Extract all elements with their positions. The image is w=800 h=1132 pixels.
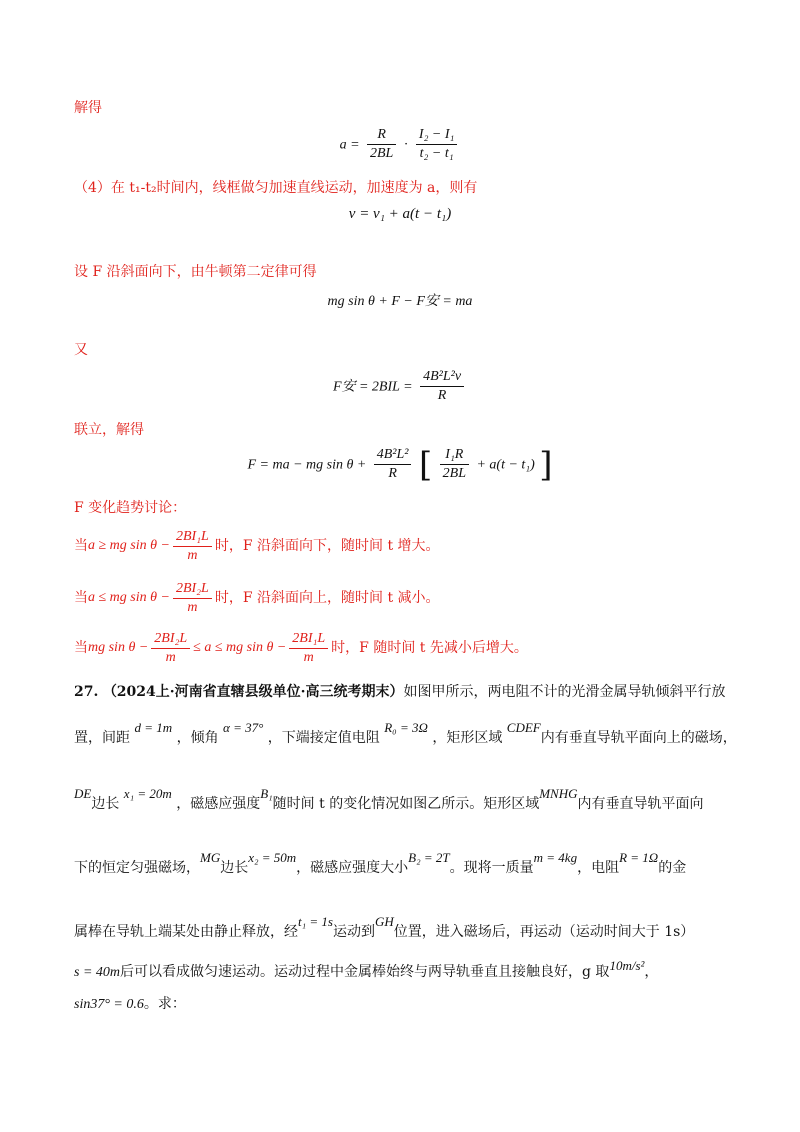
fraction-current-time: $\frac{\text{I₂ − I₁}}{\text{t₂ − t₁}}$ — [416, 126, 458, 163]
problem-27-line-7: sin37° = 0.6。求： — [74, 996, 186, 1012]
problem-source: （2024上·河南省直辖县级单位·高三统考期末） — [102, 684, 404, 700]
also-label: 又 — [74, 342, 88, 358]
problem-27-line-6: s = 40m后可以看成做匀速运动。运动过程中金属棒始终与两导轨垂直且接触良好，g 取10m/s²， — [74, 958, 659, 980]
problem-27-line-4: 下的恒定匀强磁场，MG边长x₂ = 50m，磁感应强度大小B₂ = 2T。现将一质量m = 4kg，电阻R = 1Ω的金 — [74, 850, 687, 876]
trend-case-2: 当 a ≤ mg sin θ − $\frac{\text{2BI₂L}}{m}$ 时，F 沿斜面向上，随时间 t 减小。 — [74, 580, 440, 615]
part4-statement: （4）在 t₁-t₂时间内，线框做匀加速直线运动，加速度为 a，则有 — [74, 180, 478, 196]
equation-velocity: v = v₁ + a(t − t₁) — [348, 206, 452, 222]
fraction-r-2bl: $\frac{R}{2BL}$ — [367, 126, 396, 163]
equation-ampere-force: F安 = 2BIL = $\frac{\text{4B²L²v}}{R}$ — [0, 368, 800, 405]
trend-case-3: 当 mg sin θ − $\frac{\text{2BI₂L}}{m}$ ≤ a ≤ mg sin θ − $\frac{\text{2BI₁L}}{m}$ 时，F 随时间 t 先减小后增大。 — [74, 630, 528, 665]
equation-newton: mg sin θ + F − F安 = ma — [327, 294, 473, 309]
combine-solve-label: 联立，解得 — [74, 422, 144, 438]
trend-discussion-title: F 变化趋势讨论： — [74, 500, 187, 516]
eq-a-lhs: a = — [339, 137, 360, 153]
trend-case-1: 当 a ≥ mg sin θ − $\frac{\text{2BI₁L}}{m}$ 时，F 沿斜面向下，随时间 t 增大。 — [74, 528, 440, 563]
problem-27-line-5: 属棒在导轨上端某处由静止释放，经t₁ = 1s运动到GH位置，进入磁场后，再运动（运动时间大于 1s） — [74, 914, 695, 940]
equation-force-f: F = ma − mg sin θ + $\frac{\text{4B²L²}}{R}$ [ $\frac{\text{I₁R}}{2BL}$ + a(t − t₁) ] — [247, 444, 553, 485]
solve-label: 解得 — [74, 100, 102, 116]
equation-acceleration: a = $\frac{R}{2BL}$ · $\frac{\text{I₂ − I₁}}{\text{t₂ − t₁}}$ — [0, 126, 800, 163]
problem-27-line-3: DE边长 x₁ = 20m ，磁感应强度B₁随时间 t 的变化情况如图乙所示。矩形区域MNHG内有垂直导轨平面向 — [74, 786, 704, 812]
assume-f-direction: 设 F 沿斜面向下，由牛顿第二定律可得 — [74, 264, 317, 280]
problem-27-line-1: 27. （2024上·河南省直辖县级单位·高三统考期末）如图甲所示，两电阻不计的光滑金属导轨倾斜平行放 — [74, 684, 726, 700]
fraction-i1r-2bl: $\frac{\text{I₁R}}{2BL}$ — [440, 446, 469, 483]
problem-number: 27. — [74, 684, 99, 700]
fraction-ampere: $\frac{\text{4B²L²v}}{R}$ — [420, 368, 464, 405]
problem-27-line-2: 置，间距 d = 1m ，倾角 α = 37° ，下端接定值电阻 R₀ = 3Ω ，矩形区域 CDEF内有垂直导轨平面向上的磁场， — [74, 720, 737, 746]
fraction-4b2l2-r: $\frac{\text{4B²L²}}{R}$ — [374, 446, 412, 483]
